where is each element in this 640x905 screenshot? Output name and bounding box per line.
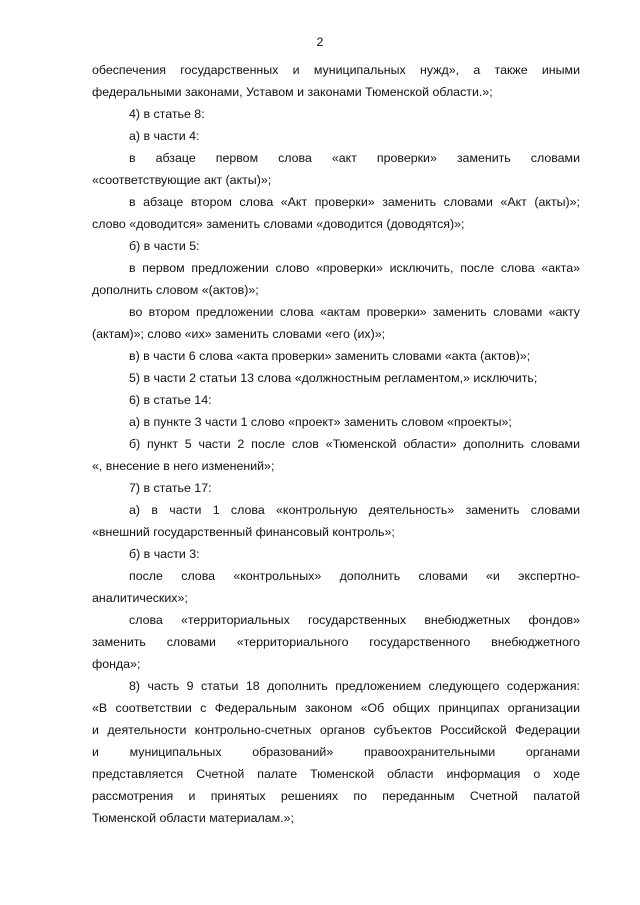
text-line: а) в части 4: xyxy=(129,129,200,143)
text-line: представляется Счетной палате Тюменской области информация о ходе xyxy=(92,767,580,781)
text-line: б) в части 3: xyxy=(129,547,200,561)
text-line: после слова «контрольных» дополнить словами «и экспертно- xyxy=(129,569,580,583)
text-line: (актам)»; слово «их» заменить словами «его (их)»; xyxy=(92,327,386,341)
text-line: фонда»; xyxy=(92,657,141,671)
page-number: 2 xyxy=(316,35,324,49)
text-line: аналитических»; xyxy=(92,591,188,605)
text-line: слово «доводится» заменить словами «доводится (доводятся)»; xyxy=(92,217,465,231)
text-line: в) в части 6 слова «акта проверки» заменить словами «акта (актов)»; xyxy=(129,349,531,363)
text-line: «соответствующие акт (акты)»; xyxy=(92,173,272,187)
text-line: в абзаце первом слова «акт проверки» заменить словами xyxy=(129,151,580,165)
text-line: рассмотрения и принятых решениях по переданным Счетной палатой xyxy=(92,789,580,803)
text-line: заменить словами «территориального государственного внебюджетного xyxy=(92,635,580,649)
text-line: б) в части 5: xyxy=(129,239,200,253)
text-line: 4) в статье 8: xyxy=(129,107,205,121)
text-line: Тюменской области материалам.»; xyxy=(92,811,294,825)
text-line: 5) в части 2 статьи 13 слова «должностным регламентом,» исключить; xyxy=(129,371,538,385)
text-line: а) в части 1 слова «контрольную деятельность» заменить словами xyxy=(129,503,580,517)
text-line: б) пункт 5 части 2 после слов «Тюменской области» дополнить словами xyxy=(129,437,580,451)
text-line: во втором предложении слова «актам проверки» заменить словами «акту xyxy=(129,305,580,319)
text-line: в первом предложении слово «проверки» исключить, после слова «акта» xyxy=(129,261,580,275)
text-line: «внешний государственный финансовый контроль»; xyxy=(92,525,395,539)
document-body xyxy=(92,59,580,829)
text-line: в абзаце втором слова «Акт проверки» заменить словами «Акт (акты)»; xyxy=(129,195,580,209)
text-line: 8) часть 9 статьи 18 дополнить предложением следующего содержания: xyxy=(129,679,580,693)
text-line: и деятельности контрольно-счетных органов субъектов Российской Федерации xyxy=(92,723,580,737)
text-line: федеральными законами, Уставом и законами Тюменской области.»; xyxy=(92,85,493,99)
text-line: дополнить словом «(актов)»; xyxy=(92,283,259,297)
text-line: 6) в статье 14: xyxy=(129,393,212,407)
text-line: «, внесение в него изменений»; xyxy=(92,459,275,473)
text-line: слова «территориальных государственных внебюджетных фондов» xyxy=(129,613,580,627)
text-line: 7) в статье 17: xyxy=(129,481,212,495)
text-line: «В соответствии с Федеральным законом «Об общих принципах организации xyxy=(92,701,580,715)
text-line: обеспечения государственных и муниципальных нужд», а также иными xyxy=(92,63,580,77)
text-line: и муниципальных образований» правоохранительными органами xyxy=(92,745,580,759)
text-line: а) в пункте 3 части 1 слово «проект» заменить словом «проекты»; xyxy=(129,415,512,429)
